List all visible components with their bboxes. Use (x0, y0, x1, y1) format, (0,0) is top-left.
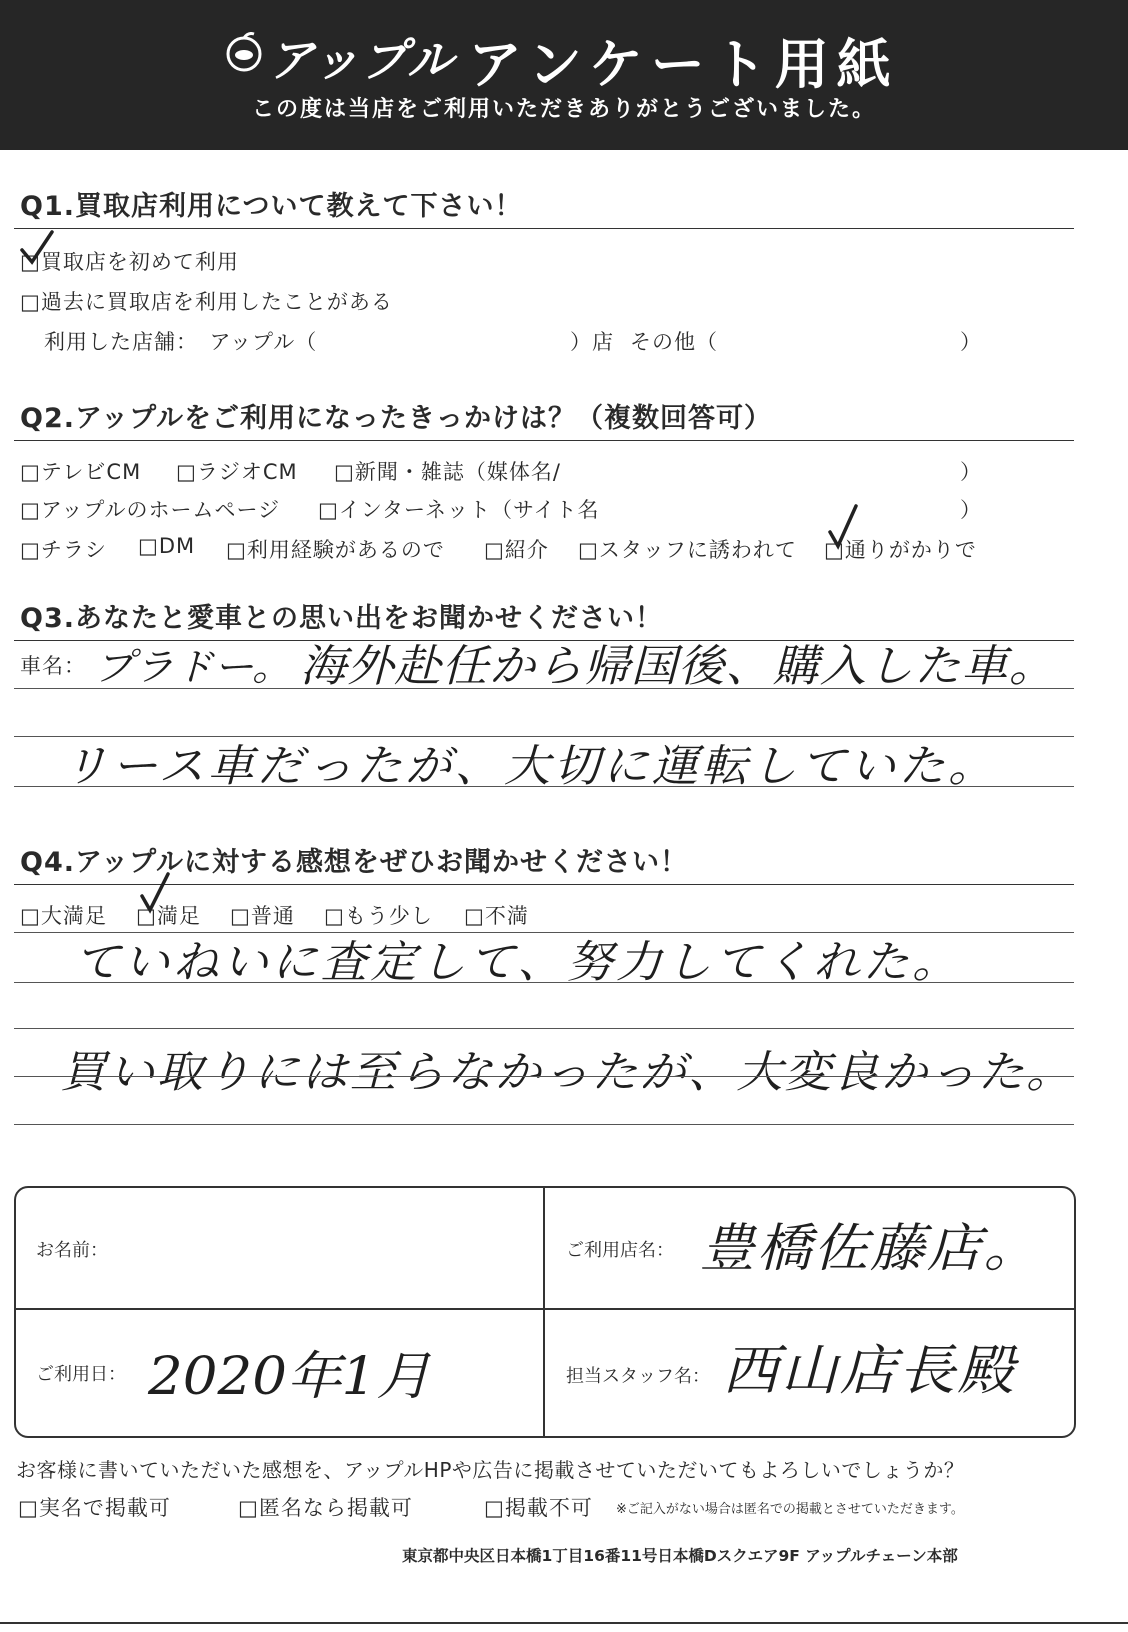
q2-passing-by-check-icon (826, 504, 860, 550)
q4-question: Q4.アップルに対する感想をぜひお聞かせください！ (20, 847, 689, 878)
q1-option-first-time[interactable]: □買取店を初めて利用 (20, 250, 239, 274)
q3-question: Q3.あなたと愛車との思い出をお聞かせください！ (20, 603, 663, 634)
q3-write-line-3 (14, 786, 1074, 787)
consent-option-real-name[interactable]: □実名で掲載可 (18, 1496, 171, 1520)
form-header (0, 0, 1128, 150)
q2-option-newspaper[interactable]: □新聞・雑誌（媒体名/ (334, 460, 561, 484)
q2-option-staff-invite[interactable]: □スタッフに誘われて (578, 538, 797, 562)
q2-option-referral[interactable]: □紹介 (484, 538, 549, 562)
consent-option-not-allowed[interactable]: □掲載不可 (484, 1496, 593, 1520)
q4-comment-line-2: 買い取りには至らなかったが、大変良かった。 (60, 1047, 1075, 1098)
q2-option-experience[interactable]: □利用経験があるので (226, 538, 445, 562)
info-box-horizontal-divider (14, 1308, 1074, 1310)
q1-question: Q1.買取店利用について教えて下さい！ (20, 191, 523, 222)
q4-option-could-improve[interactable]: □もう少し (324, 904, 433, 928)
name-label: お名前： (36, 1240, 108, 1261)
q1-other-close: ） (960, 330, 982, 354)
q1-shop-label: 利用した店舗： アップル（ (44, 330, 318, 354)
q2-option-flyer[interactable]: □チラシ (20, 538, 107, 562)
q3-write-line-1 (14, 688, 1074, 689)
date-label: ご利用日： (36, 1364, 126, 1385)
q2-row1-close: ） (960, 460, 982, 484)
q2-option-internet[interactable]: □インターネット（サイト名 (318, 498, 600, 522)
shop-name-label: ご利用店名： (566, 1240, 674, 1261)
q3-memory-line-2: リース車だったが、大切に運転していた。 (62, 741, 998, 792)
q2-option-homepage[interactable]: □アップルのホームページ (20, 498, 281, 522)
q3-write-line-2 (14, 736, 1074, 737)
q1-option-used-before[interactable]: □過去に買取店を利用したことがある (20, 290, 393, 314)
q4-write-line-5 (14, 1124, 1074, 1125)
q4-comment-line-1: ていねいに査定して、努力してくれた。 (74, 937, 962, 988)
q1-other-label: その他（ (630, 330, 718, 354)
q4-option-dissatisfied[interactable]: □不満 (464, 904, 529, 928)
form-subtitle: この度は当店をご利用いただきありがとうございました。 (251, 97, 876, 122)
staff-label: 担当スタッフ名： (566, 1366, 710, 1387)
q2-option-passing-by[interactable]: □通りがかりで (824, 538, 977, 562)
apple-logo-icon (224, 32, 264, 72)
q4-satisfied-check-icon (138, 872, 172, 916)
q4-write-line-4 (14, 1076, 1074, 1077)
q4-write-line-3 (14, 1028, 1074, 1029)
staff-value[interactable]: 西山店長殿 (722, 1339, 1016, 1402)
q3-car-name: プラドー。 (94, 645, 292, 689)
q1-first-time-check-icon (18, 230, 54, 266)
q2-option-tv-cm[interactable]: □テレビCM (20, 460, 142, 484)
q2-divider (14, 440, 1074, 441)
q2-option-radio-cm[interactable]: □ラジオCM (176, 460, 298, 484)
q4-divider (14, 884, 1074, 885)
q2-row2-close: ） (960, 498, 982, 522)
q3-memory-line-1: 海外赴任から帰国後、購入した車。 (300, 641, 1056, 692)
q2-option-dm[interactable]: □DM (138, 534, 196, 558)
form-title: アンケート用紙 (468, 33, 899, 96)
q4-option-normal[interactable]: □普通 (230, 904, 295, 928)
q1-shop-suffix: ）店 (570, 330, 614, 354)
consent-question: お客様に書いていただいた感想を、アップルHPや広告に掲載させていただいてもよろしいでしょうか？ (16, 1458, 965, 1482)
info-box-vertical-divider (543, 1186, 545, 1436)
q3-car-label: 車名： (20, 654, 86, 678)
footer-address: 東京都中央区日本橋1丁目16番11号日本橋Dスクエア9F アップルチェーン本部 (402, 1547, 958, 1565)
brand-logo-text: アップル (268, 33, 455, 87)
consent-option-anonymous[interactable]: □匿名なら掲載可 (238, 1496, 413, 1520)
q4-option-very-satisfied[interactable]: □大満足 (20, 904, 107, 928)
shop-name-value[interactable]: 豊橋佐藤店。 (700, 1219, 1041, 1279)
consent-note: ※ご記入がない場合は匿名での掲載とさせていただきます。 (616, 1502, 964, 1517)
page-bottom-edge (0, 1622, 1128, 1624)
q2-question: Q2.アップルをご利用になったきっかけは？（複数回答可） (20, 403, 773, 434)
q4-option-satisfied[interactable]: □満足 (136, 904, 201, 928)
q1-divider (14, 228, 1074, 229)
q4-write-line-2 (14, 982, 1074, 983)
date-value[interactable]: 2020年1月 (148, 1347, 431, 1407)
